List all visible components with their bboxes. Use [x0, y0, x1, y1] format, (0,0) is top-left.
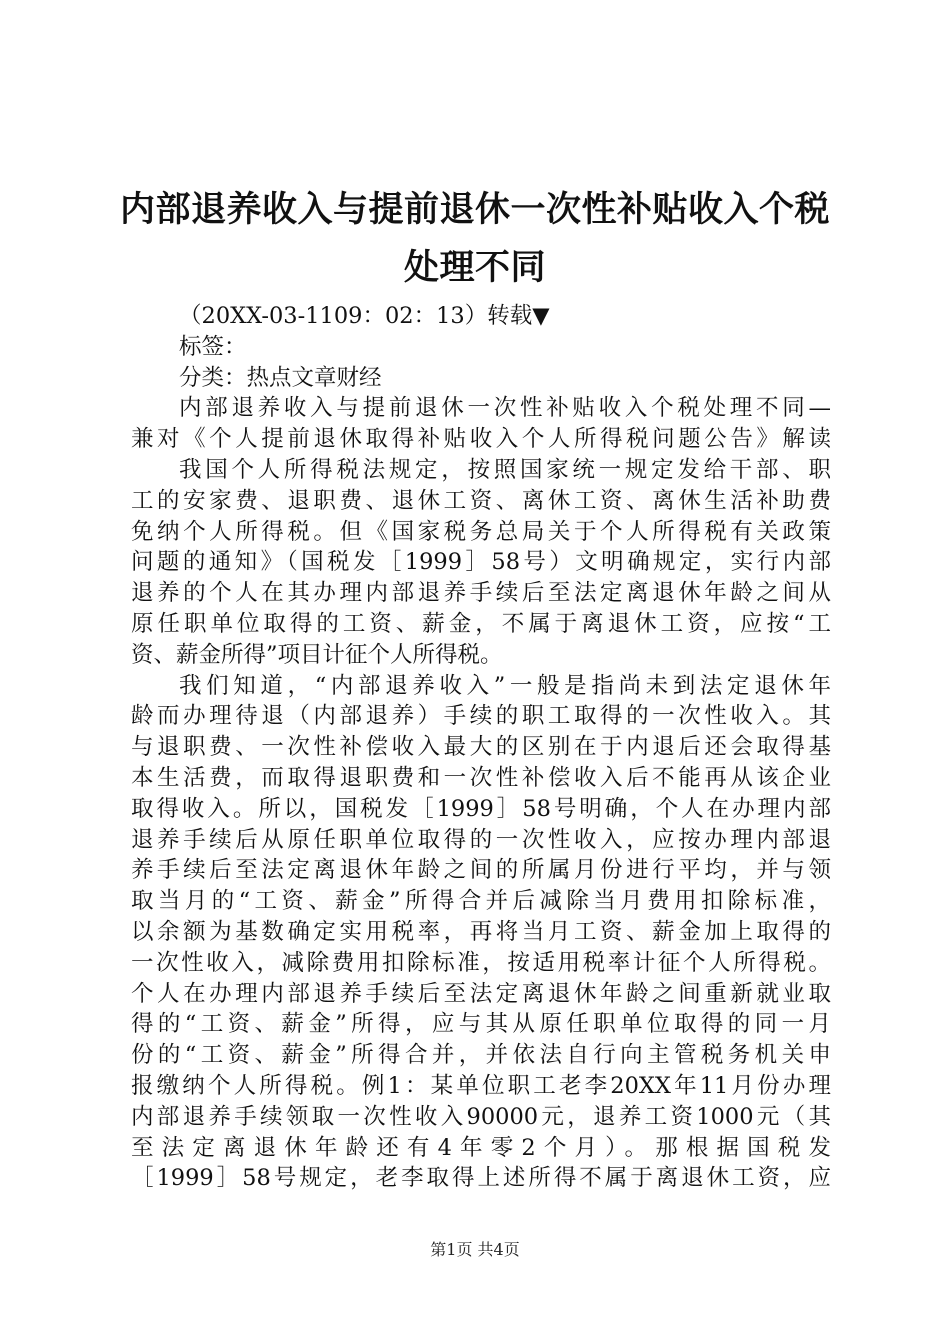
paragraph-line: 内部退养收入与提前退休一次性补贴收入个税处理不同—: [179, 395, 831, 422]
paragraph-line: 兼对《个人提前退休取得补贴收入个人所得税问题公告》解读: [131, 426, 831, 453]
paragraph-line: 龄而办理待退（内部退养）手续的职工取得的一次性收入。其: [131, 703, 831, 730]
paragraph-line: 退养手续后从原任职单位取得的一次性收入，应按办理内部退: [131, 826, 831, 853]
paragraph-line: 问题的通知》（国税发［1999］58号）文明确规定，实行内部: [131, 549, 831, 576]
paragraph-line: 我们知道，“内部退养收入”一般是指尚未到法定退休年: [179, 672, 831, 699]
paragraph-line: 得的“工资、薪金”所得，应与其从原任职单位取得的同一月: [131, 1011, 831, 1038]
paragraph-line: 养手续后至法定离退休年龄之间的所属月份进行平均，并与领: [131, 857, 831, 884]
paragraph-line: 取当月的“工资、薪金”所得合并后减除当月费用扣除标准，: [131, 888, 831, 915]
paragraph-line: 资、薪金所得”项目计征个人所得税。: [131, 641, 503, 668]
paragraph-line: 与退职费、一次性补偿收入最大的区别在于内退后还会取得基: [131, 734, 831, 761]
paragraph-line: 以余额为基数确定实用税率，再将当月工资、薪金加上取得的: [131, 918, 831, 945]
paragraph-line: 免纳个人所得税。但《国家税务总局关于个人所得税有关政策: [131, 518, 831, 545]
paragraph-line: 退养的个人在其办理内部退养手续后至法定离退休年龄之间从: [131, 580, 831, 607]
paragraph-line: 一次性收入，减除费用扣除标准，按适用税率计征个人所得税。: [131, 949, 831, 976]
meta-category-line: 分类：热点文章财经: [179, 364, 382, 391]
paragraph-line: 取得收入。所以，国税发［1999］58号明确，个人在办理内部: [131, 795, 831, 822]
paragraph-line: 我国个人所得税法规定，按照国家统一规定发给干部、职: [179, 456, 831, 483]
document-body: [131, 301, 831, 1194]
paragraph-line: 本生活费，而取得退职费和一次性补偿收入后不能再从该企业: [131, 764, 831, 791]
page-number-footer: 第1页 共4页: [430, 1240, 520, 1259]
paragraph-line: 原任职单位取得的工资、薪金，不属于离退休工资，应按“工: [131, 610, 831, 637]
meta-tags-line: 标签：: [179, 333, 247, 360]
paragraph-line: 份的“工资、薪金”所得合并，并依法自行向主管税务机关申: [131, 1042, 831, 1069]
paragraph-line: 个人在办理内部退养手续后至法定离退休年龄之间重新就业取: [131, 980, 831, 1007]
meta-date-line: （20XX-03-1109：02：13）转载▼: [179, 303, 550, 329]
paragraph-line: 报缴纳个人所得税。例1：某单位职工老李20XX年11月份办理: [131, 1072, 831, 1099]
paragraph-line: 工的安家费、退职费、退休工资、离休工资、离休生活补助费: [131, 487, 831, 514]
paragraph-line: 内部退养手续领取一次性收入90000元，退养工资1000元（其: [131, 1103, 831, 1130]
document-title-line-1: 内部退养收入与提前退休一次性补贴收入个税: [120, 189, 831, 230]
paragraph-line: ［1999］58号规定，老李取得上述所得不属于离退休工资，应: [131, 1165, 831, 1192]
paragraph-line: 至法定离退休年龄还有4年零2个月）。那根据国税发: [131, 1134, 831, 1161]
document-title-line-2: 处理不同: [403, 247, 546, 288]
